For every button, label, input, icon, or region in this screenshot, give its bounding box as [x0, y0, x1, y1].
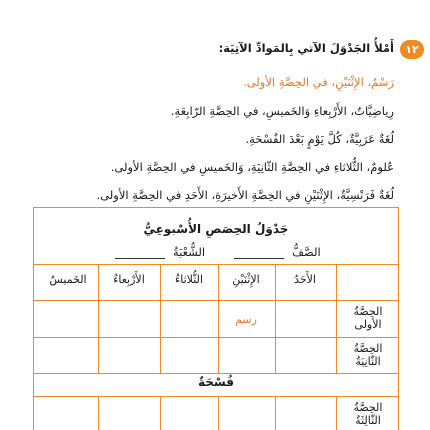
grid-line	[33, 396, 399, 397]
day-header-tuesday: الثُّلاثاءُ	[175, 273, 203, 286]
schedule-title: جَدْوَلُ الحِصَصِ الأُسْبوعِيُّ	[143, 222, 289, 236]
cell-monday-first[interactable]: رسم	[235, 313, 257, 326]
day-header-wednesday: الأَرْبِعاءُ	[113, 273, 145, 286]
grid-line	[98, 396, 99, 430]
subject-line-math: رِياضِيَّاتٌ، الأَرْبِعاءِ وَالخَميسِ، في الحِصَّةِ الرّابِعَةِ.	[170, 104, 394, 118]
subject-line-science: عُلومٌ، الثُّلاثاءِ في الحِصَّةِ الثّانِيَةِ، وَالخَميسِ في الحِصَّةِ الأولى.	[110, 160, 394, 174]
period-label-first: الحِصَّةُ الأولى	[353, 305, 383, 331]
example-line: رَسْمٌ، الإِثْنَيْنِ، في الحِصَّةِ الأولى.	[243, 75, 394, 89]
grid-line	[160, 396, 161, 430]
period-label-third: الحِصَّةُ الثّالِثَةُ	[353, 401, 383, 427]
class-section-row	[34, 245, 398, 259]
grid-line	[33, 264, 399, 265]
grid-line	[336, 396, 337, 430]
break-row-label: فُسْحَةٌ	[198, 375, 234, 389]
grid-line	[218, 396, 219, 430]
grid-line	[33, 337, 399, 338]
class-label: الصَّفُّ	[292, 245, 321, 259]
grid-line	[33, 373, 399, 374]
section-label: الشُّعْبَةُ	[172, 245, 206, 259]
exercise-number-badge: ١٢	[400, 40, 424, 59]
grid-line	[275, 396, 276, 430]
day-header-thursday: الخَميسُ	[49, 273, 87, 286]
day-header-sunday: الأَحَدُ	[294, 273, 316, 286]
period-label-second: الحِصَّةُ الثّانِيَةُ	[353, 342, 383, 368]
class-blank[interactable]	[234, 246, 284, 259]
subject-line-arabic: لُغَةٌ عَرَبِيَّةٌ، كُلَّ يَوْمٍ بَعْدَ الفُسْحَةِ.	[245, 132, 394, 146]
exercise-instruction: أَمْلأُ الجَدْوَلَ الآتي بِالمَوادِّ الآتِيَة:	[218, 41, 394, 55]
day-header-monday: الإِثْنَيْنِ	[232, 273, 260, 286]
subject-line-french: لُغَةٌ فَرَنْسِيَّةٌ، الإِثْنَيْنِ في الحِصَّةِ الأَخيرَةِ، الأَحَدِ في الحِصَّةِ الأولى.	[96, 188, 394, 202]
section-blank[interactable]	[115, 246, 165, 259]
grid-line	[33, 300, 399, 301]
